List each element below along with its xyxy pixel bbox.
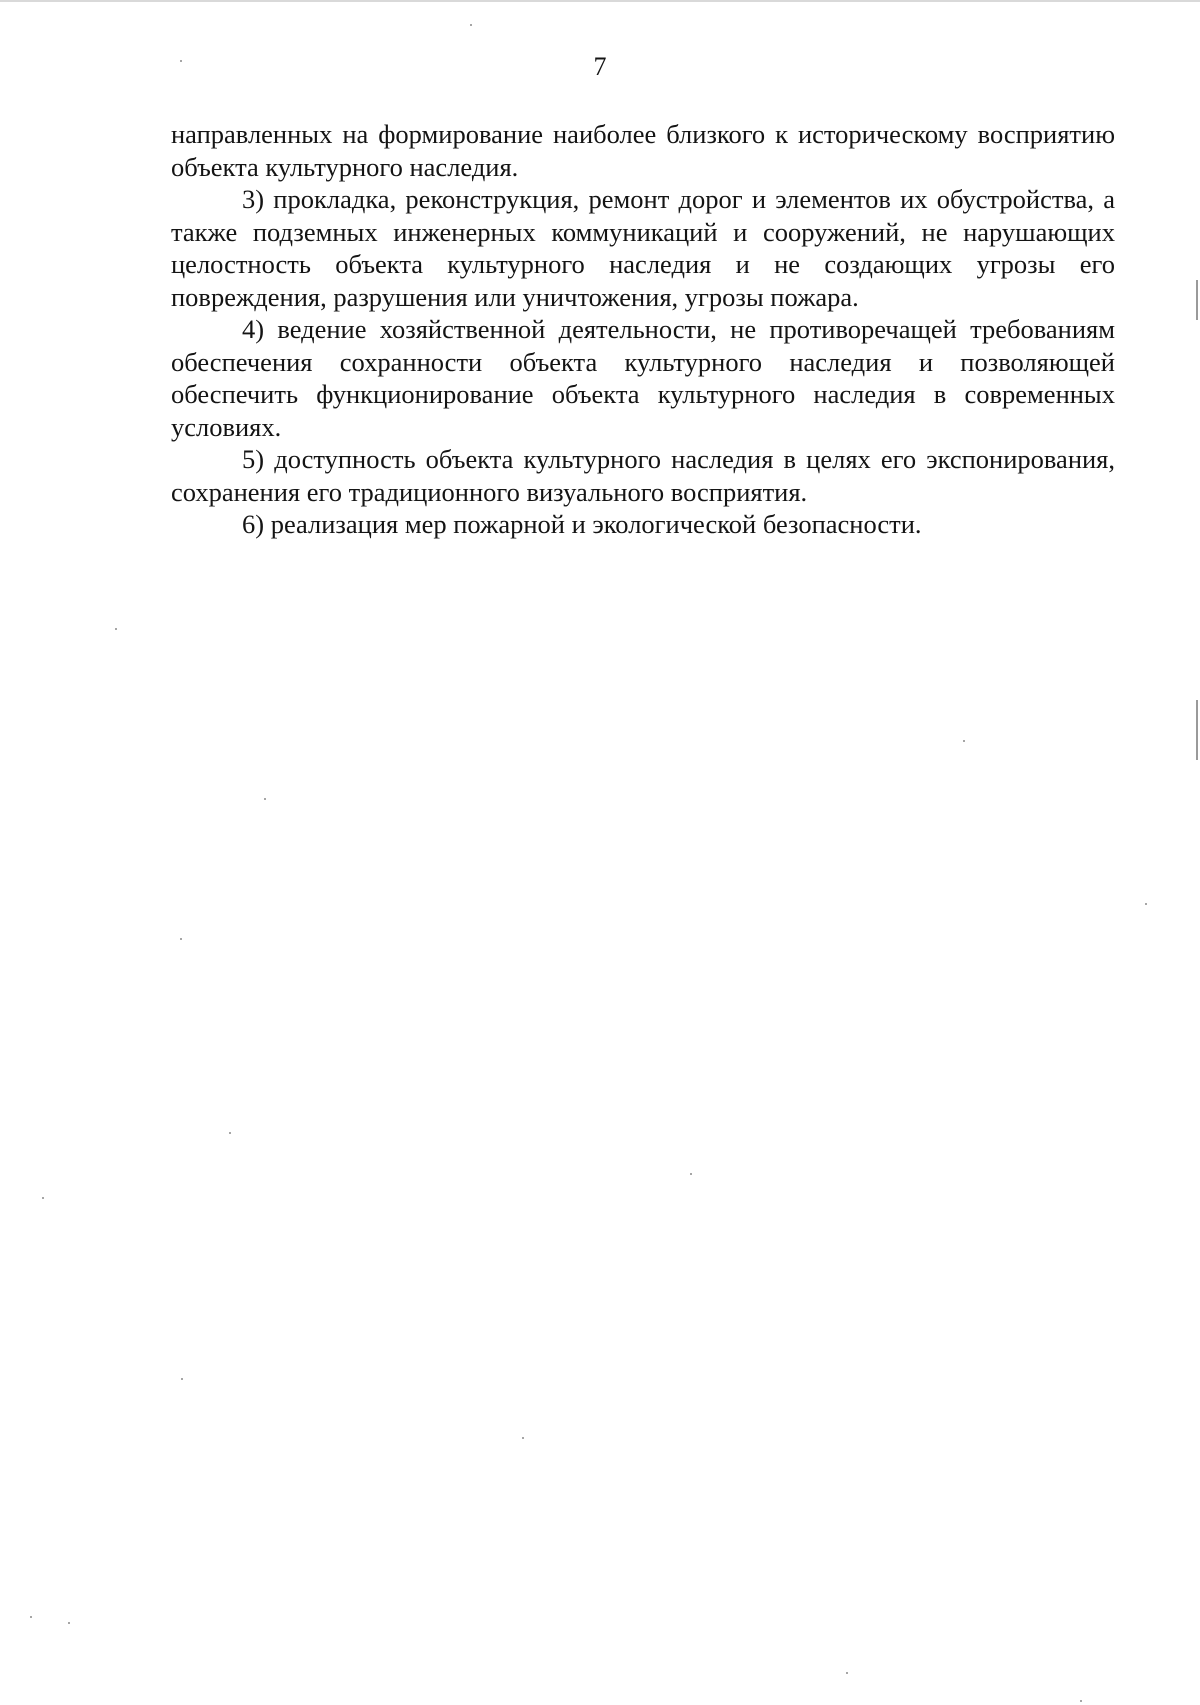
scan-speck: [522, 1437, 524, 1439]
scan-speck: [1145, 903, 1147, 905]
scan-speck: [42, 1197, 44, 1199]
scan-speck: [264, 798, 266, 800]
scan-speck: [180, 60, 182, 62]
scan-speck: [181, 1378, 183, 1380]
paragraph-item-4: 4) ведение хозяйственной деятельности, не противоречащей требованиям обеспечения сохранности объекта культурного наследия и позволяющей обеспечить функционирование объекта культурного наследия в современных условиях.: [171, 314, 1115, 442]
scan-speck: [180, 938, 182, 940]
scan-edge-mark: [1196, 700, 1198, 760]
scan-speck: [115, 628, 117, 630]
paragraph-item-5: 5) доступность объекта культурного наследия в целях его экспонирования, сохранения его традиционного визуального восприятия.: [171, 444, 1115, 507]
paragraph-continuation: направленных на формирование наиболее близкого к историческому восприятию объекта культурного наследия.: [171, 119, 1115, 182]
scan-speck: [690, 1173, 692, 1175]
page-number: 7: [593, 52, 607, 81]
document-body: [171, 118, 1115, 541]
scan-speck: [30, 1616, 32, 1618]
scan-speck: [1080, 1700, 1082, 1702]
scan-speck: [963, 740, 965, 742]
scan-speck: [68, 1622, 70, 1624]
paragraph-item-6: 6) реализация мер пожарной и экологической безопасности.: [242, 509, 922, 539]
scan-top-edge: [0, 0, 1200, 2]
scan-speck: [846, 1672, 848, 1674]
scan-speck: [470, 24, 472, 26]
paragraph-item-3: 3) прокладка, реконструкция, ремонт дорог и элементов их обустройства, а также подземных инженерных коммуникаций и сооружений, не нарушающих целостность объекта культурного наследия и не создающих угрозы его повреждения, разрушения или уничтожения, угрозы пожара.: [171, 184, 1115, 312]
scan-edge-mark: [1196, 280, 1198, 320]
scan-speck: [229, 1132, 231, 1134]
